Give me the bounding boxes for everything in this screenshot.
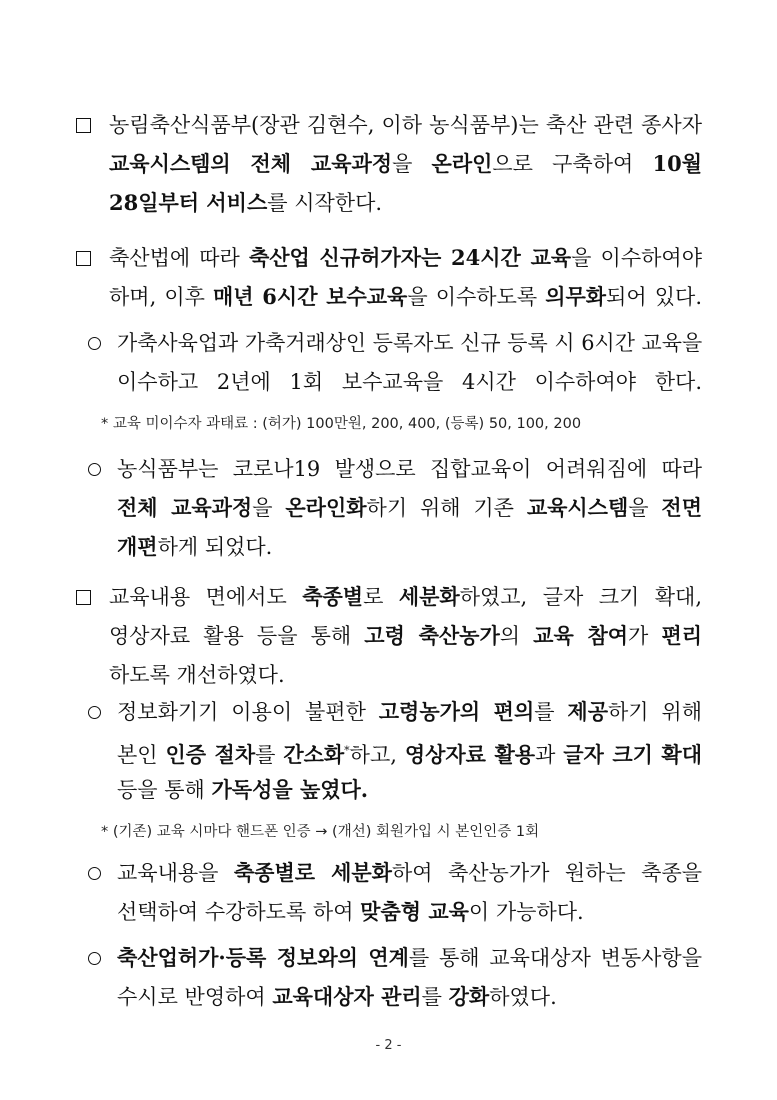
text-run: 하고, [349,743,405,767]
emphasis-text: 축산업 신규허가자는 24시간 교육 [248,245,572,270]
square-bullet-icon [76,251,91,266]
emphasis-text: 가독성을 높였다. [211,777,369,802]
text-line [117,697,702,727]
text-line [109,621,702,651]
circle-bullet-icon [88,337,101,350]
text-run: 축산법에 따라 [109,246,249,270]
text-line [117,493,702,523]
emphasis-text: 영상자료 활용 [404,742,536,767]
emphasis-text: 고령농가의 편의 [378,699,535,724]
text-line [109,110,702,140]
text-run: 으로 구축하여 [492,152,653,176]
square-bullet-icon [76,590,91,605]
emphasis-text: 28일부터 서비스 [109,190,268,215]
circle-bullet-icon [88,952,101,965]
text-run: 교육내용을 [117,861,234,885]
footnote-text: * 교육 미이수자 과태료 : (허가) 100만원, 200, 400, (등록) 50, 100, 200 [101,416,582,432]
text-line [117,943,702,973]
text-run: 선택하여 수강하도록 하여 [117,900,361,924]
text-run: 정보화기기 이용이 불편한 [117,700,379,724]
emphasis-text: 글자 크기 확대 [563,742,702,767]
text-run: 하며, 이후 [109,285,213,309]
text-run: 과 [535,743,564,767]
page-number: - 2 - [375,1038,402,1053]
text-line [109,282,702,312]
text-run: 를 [421,985,449,1009]
text-line [117,775,368,805]
text-run: 등을 통해 [117,778,212,802]
text-run: 가 [628,624,662,648]
emphasis-text: 맞춤형 교육 [360,899,469,924]
emphasis-text: 개편 [117,534,158,559]
text-line [117,982,557,1012]
text-run: 하였다. [489,985,557,1009]
emphasis-text: 고령 축산농가 [364,623,500,648]
text-line [117,858,702,888]
square-bullet-icon [76,118,91,133]
text-line [109,660,285,690]
circle-bullet-icon [88,867,101,880]
emphasis-text: 세분화 [398,584,460,609]
text-line [109,149,702,179]
text-run: 농식품부는 코로나19 발생으로 집합교육이 어려워짐에 따라 [117,457,703,481]
text-run: 하게 되었다. [157,535,273,559]
text-run: 되어 있다. [606,285,702,309]
text-run: 을 [628,496,662,520]
text-run: 를 통해 교육대상자 변동사항을 [408,946,702,970]
circle-bullet-icon [88,463,101,476]
emphasis-text: 온라인 [431,151,493,176]
emphasis-text: 축산업허가·등록 정보와의 연계 [117,945,409,970]
text-run: 을 이수하여야 [571,246,702,270]
text-run: 를 [534,700,568,724]
text-run: 을 [252,496,286,520]
text-run: 이 가능하다. [468,900,584,924]
emphasis-text: 전면 [661,495,702,520]
text-line [109,188,382,218]
text-run: 농림축산식품부(장관 김현수, 이하 농식품부)는 축산 관련 종사자 [109,113,703,137]
emphasis-text: 교육대상자 관리 [272,984,422,1009]
emphasis-text: 축종별 [302,584,364,609]
text-run: 하기 위해 [608,700,703,724]
text-run: 하였고, 글자 크기 확대, [459,585,703,609]
emphasis-text: 교육 참여 [533,623,629,648]
text-run: 을 이수하도록 [407,285,546,309]
emphasis-text: 교육시스템 [526,495,629,520]
text-run: 를 시작한다. [267,191,383,215]
text-run: 을 [392,152,432,176]
text-line [117,454,702,484]
emphasis-text: 축종별로 세분화 [233,860,392,885]
text-run: 로 [363,585,399,609]
circle-bullet-icon [88,706,101,719]
emphasis-text: 강화 [448,984,490,1009]
emphasis-text: 10월 [652,151,702,176]
emphasis-text: 매년 6시간 보수교육 [213,284,408,309]
emphasis-text: 교육시스템의 전체 교육과정 [109,151,393,176]
text-run: 교육내용 면에서도 [109,585,303,609]
text-line [109,582,702,612]
text-line [109,243,702,273]
text-line [117,736,702,770]
emphasis-text: 전체 교육과정 [117,495,253,520]
footnote-text: * (기존) 교육 시마다 핸드폰 인증 → (개선) 회원가입 시 본인인증 1회 [101,824,540,840]
text-run: 하도록 개선하였다. [109,663,285,687]
text-run: 가축사육업과 가축거래상인 등록자도 신규 등록 시 6시간 교육을 [117,331,703,355]
text-run: 하여 축산농가가 원하는 축종을 [391,861,703,885]
text-run: 수시로 반영하여 [117,985,273,1009]
text-run: 영상자료 활용 등을 통해 [109,624,365,648]
text-run: 의 [499,624,534,648]
emphasis-text: 간소화 [283,742,345,767]
text-line [117,897,584,927]
text-line [117,328,702,358]
text-run: 본인 [117,743,166,767]
emphasis-text: 제공 [567,699,608,724]
text-run: 이수하고 2년에 1회 보수교육을 4시간 이수하여야 한다. [117,370,702,394]
emphasis-text: 편리 [661,623,703,648]
emphasis-text: 온라인화 [285,495,367,520]
text-line [117,367,702,397]
emphasis-text: 의무화 [545,284,607,309]
text-run: 하기 위해 기존 [366,496,527,520]
emphasis-text: 인증 절차 [165,742,256,767]
text-line [117,532,272,562]
text-run: * [344,744,350,757]
text-run: 를 [255,743,284,767]
